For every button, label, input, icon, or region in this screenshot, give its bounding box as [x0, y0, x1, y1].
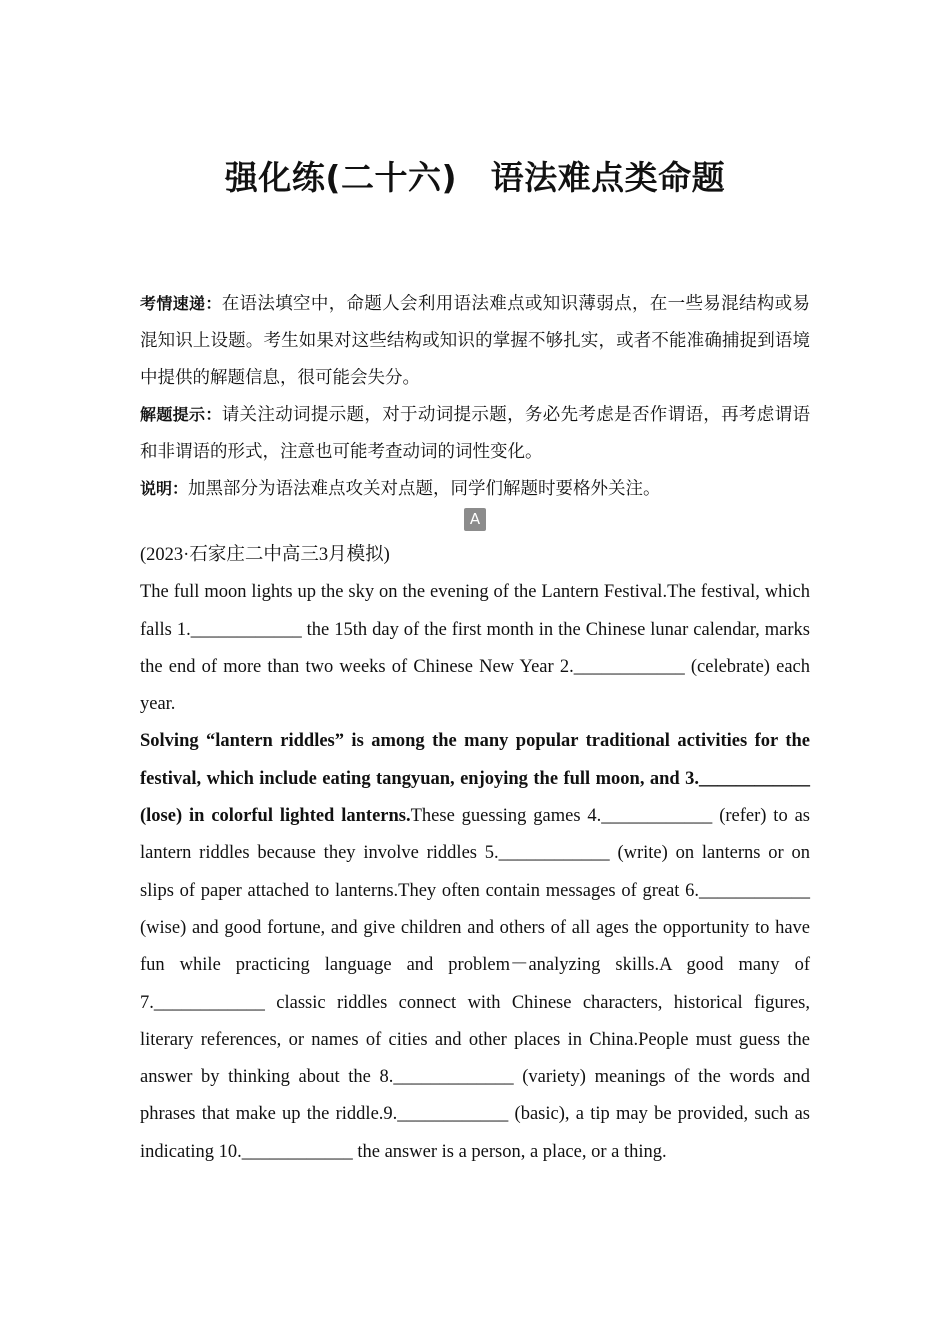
passage-bold-b: lose	[146, 806, 176, 827]
passage	[140, 537, 810, 1171]
passage-paragraph-2	[140, 723, 810, 1171]
passage-source: (2023·石家庄二中高三3月模拟)	[140, 545, 390, 565]
note-tips-label: 解题提示：	[140, 405, 222, 424]
section-badge: A	[464, 508, 486, 531]
note-tips	[140, 396, 810, 470]
note-tips-text: 请关注动词提示题，对于动词提示题，务必先考虑是否作谓语，再考虑谓语和非谓语的形式，注意也可能考查动词的词性变化。	[140, 404, 810, 461]
note-kaoqing-text: 在语法填空中，命题人会利用语法难点或知识薄弱点，在一些易混结构或易混知识上设题。考生如果对这些结构或知识的掌握不够扎实，或者不能准确捕捉到语境中提供的解题信息，很可能会失分。	[140, 293, 810, 387]
page-title: 强化练(二十六) 语法难点类命题	[224, 158, 726, 197]
exam-notes	[140, 285, 810, 507]
passage-bold-a: Solving “lantern riddles” is among the many popular traditional activities for the festival, which include eating tangyuan, enjoying the full moon, and 3.____________ (	[140, 731, 810, 827]
note-explain	[140, 470, 810, 507]
note-explain-text: 加黑部分为语法难点攻关对点题，同学们解题时要格外关注。	[188, 478, 661, 498]
section-badge-row	[140, 508, 810, 531]
note-kaoqing	[140, 285, 810, 396]
note-explain-label: 说明：	[140, 479, 189, 498]
passage-paragraph-1: The full moon lights up the sky on the evening of the Lantern Festival.The festival, which falls 1.____________ the 15th day of the first month in the Chinese lunar calendar, marks the end of more than two weeks of Chinese New Year 2.____________ (celebrate) each year.	[140, 582, 810, 715]
passage-rest: These guessing games 4.____________ (refer) to as lantern riddles because they involve riddles 5.____________ (write) on lanterns or on slips of paper attached to lanterns.They often contain messages of great 6.____________ (wise) and good fortune, and give children and others of all ages the opportunity to have fun while practicing language and problem－analyzing skills.A good many of 7.____________ classic riddles connect with Chinese characters, historical figures, literary references, or names of cities and other places in China.People must guess the answer by thinking about the 8._____________ (variety) meanings of the words and phrases that make up the riddle.9.____________ (basic), a tip may be provided, such as indicating 10.____________ the answer is a person, a place, or a thing.	[140, 806, 810, 1162]
note-kaoqing-label: 考情速递：	[140, 294, 222, 313]
passage-bold-c: ) in colorful lighted lanterns.	[175, 806, 411, 827]
